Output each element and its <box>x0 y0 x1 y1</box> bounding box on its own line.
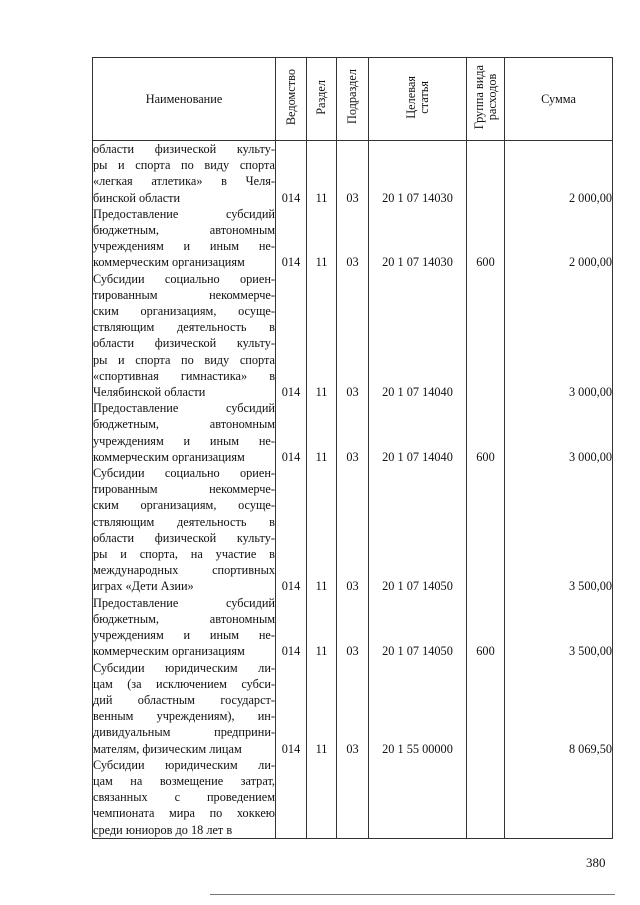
row-name-line: учреждениям и иным не- <box>93 628 275 643</box>
header-podrazdel-label: Подраздел <box>345 69 359 125</box>
row-podrazdel-cell: 03 <box>337 141 369 206</box>
row-gruppa-cell <box>467 271 505 401</box>
row-gruppa-cell <box>467 757 505 839</box>
row-razdel-cell: 11 <box>307 660 337 757</box>
row-vedomstvo-cell: 014 <box>276 465 307 595</box>
row-razdel-cell: 11 <box>307 465 337 595</box>
row-name-line: ры и спорта по виду спорта <box>93 158 275 173</box>
row-name-line: «спортивная гимнастика» в <box>93 368 275 383</box>
row-name-line: венным учреждениям), ин- <box>93 709 275 724</box>
row-podrazdel-cell: 03 <box>337 400 369 465</box>
row-vedomstvo-cell: 014 <box>276 271 307 401</box>
row-summa-cell <box>505 757 613 839</box>
row-name-line: коммерческим организациям <box>93 449 245 464</box>
header-summa-label: Сумма <box>541 91 576 106</box>
row-name-line: играх «Дети Азии» <box>93 579 194 594</box>
row-name-line: связанных с проведением <box>93 790 275 805</box>
table-row <box>93 595 613 660</box>
row-name-cell <box>93 595 276 660</box>
row-name-line: международных спортивных <box>93 563 275 578</box>
row-tselevaya-cell <box>369 757 467 839</box>
row-razdel-cell: 11 <box>307 141 337 206</box>
header-podrazdel <box>337 58 369 141</box>
row-name-line: ским организациям, осуще- <box>93 498 275 513</box>
row-gruppa-cell: 600 <box>467 206 505 271</box>
row-name-line: Предоставление субсидий <box>93 595 275 610</box>
row-name-cell <box>93 271 276 401</box>
table-row <box>93 660 613 757</box>
row-name-line: коммерческим организациям <box>93 644 245 659</box>
row-podrazdel-cell: 03 <box>337 271 369 401</box>
row-name-line: цам (за исключением субси- <box>93 676 275 691</box>
row-name-line: чемпионата мира по хоккею <box>93 806 275 821</box>
header-gruppa-label: Группа вида расходов <box>471 64 499 130</box>
row-name-cell <box>93 206 276 271</box>
row-name-cell <box>93 400 276 465</box>
row-name-line: Челябинской области <box>93 385 206 400</box>
table-row <box>93 465 613 595</box>
row-summa-cell: 8 069,50 <box>505 660 613 757</box>
header-tselevaya <box>369 58 467 141</box>
row-name-line: «легкая атлетика» в Челя- <box>93 174 275 189</box>
row-summa-cell: 3 000,00 <box>505 400 613 465</box>
row-name-line: бинской области <box>93 190 181 205</box>
row-name-line: дивидуальным предприни- <box>93 725 275 740</box>
row-vedomstvo-cell: 014 <box>276 141 307 206</box>
row-name-line: тированным некоммерче- <box>93 482 275 497</box>
header-vedomstvo-label: Ведомство <box>283 68 298 125</box>
table-body <box>93 141 613 839</box>
row-tselevaya-cell: 20 1 07 14050 <box>369 465 467 595</box>
row-name-line: цам на возмещение затрат, <box>93 773 275 788</box>
table-row <box>93 400 613 465</box>
row-name-cell <box>93 757 276 839</box>
row-summa-cell: 3 500,00 <box>505 465 613 595</box>
budget-table <box>92 57 613 839</box>
row-summa-cell: 3 500,00 <box>505 595 613 660</box>
row-name-line: Предоставление субсидий <box>93 401 275 416</box>
row-vedomstvo-cell <box>276 757 307 839</box>
row-name-line: тированным некоммерче- <box>93 287 275 302</box>
header-gruppa <box>467 58 505 141</box>
row-podrazdel-cell: 03 <box>337 660 369 757</box>
row-name-cell <box>93 141 276 206</box>
header-tselevaya-label: Целевая статья <box>403 75 431 119</box>
table-row <box>93 271 613 401</box>
row-name-line: ры и спорта по виду спорта <box>93 352 275 367</box>
row-tselevaya-cell: 20 1 07 14030 <box>369 141 467 206</box>
table-row <box>93 141 613 206</box>
row-tselevaya-cell: 20 1 07 14050 <box>369 595 467 660</box>
header-summa <box>505 58 613 141</box>
row-name-line: Субсидии социально ориен- <box>93 466 275 481</box>
row-name-line: Субсидии социально ориен- <box>93 271 275 286</box>
row-name-line: коммерческим организациям <box>93 255 245 270</box>
header-name <box>93 58 276 141</box>
header-razdel-label: Раздел <box>314 79 328 115</box>
footer-divider <box>210 894 615 895</box>
row-podrazdel-cell: 03 <box>337 206 369 271</box>
row-name-line: среди юниоров до 18 лет в <box>93 822 233 837</box>
row-podrazdel-cell: 03 <box>337 465 369 595</box>
row-vedomstvo-cell: 014 <box>276 660 307 757</box>
row-razdel-cell: 11 <box>307 271 337 401</box>
row-name-line: Предоставление субсидий <box>93 206 275 221</box>
header-name-label: Наименование <box>145 91 223 106</box>
row-name-line: бюджетным, автономным <box>93 223 275 238</box>
row-razdel-cell: 11 <box>307 595 337 660</box>
row-name-line: области физической культу- <box>93 142 275 156</box>
header-razdel <box>307 58 337 141</box>
row-name-line: учреждениям и иным не- <box>93 239 275 254</box>
row-vedomstvo-cell: 014 <box>276 400 307 465</box>
row-razdel-cell: 11 <box>307 400 337 465</box>
row-vedomstvo-cell: 014 <box>276 206 307 271</box>
row-tselevaya-cell: 20 1 07 14040 <box>369 400 467 465</box>
row-name-line: учреждениям и иным не- <box>93 433 275 448</box>
row-podrazdel-cell: 03 <box>337 595 369 660</box>
table-row <box>93 757 613 839</box>
table-row <box>93 206 613 271</box>
row-tselevaya-cell: 20 1 55 00000 <box>369 660 467 757</box>
row-name-line: дий областным государст- <box>93 692 275 707</box>
row-name-line: области физической культу- <box>93 336 275 351</box>
row-podrazdel-cell <box>337 757 369 839</box>
row-gruppa-cell <box>467 141 505 206</box>
row-name-line: ры и спорта, на участие в <box>93 547 275 562</box>
row-summa-cell: 3 000,00 <box>505 271 613 401</box>
row-gruppa-cell: 600 <box>467 400 505 465</box>
row-vedomstvo-cell: 014 <box>276 595 307 660</box>
row-name-cell <box>93 465 276 595</box>
header-vedomstvo <box>276 58 307 141</box>
row-name-line: бюджетным, автономным <box>93 417 275 432</box>
row-tselevaya-cell: 20 1 07 14040 <box>369 271 467 401</box>
row-name-line: Субсидии юридическим ли- <box>93 757 275 772</box>
table-header-row <box>93 58 613 141</box>
row-gruppa-cell <box>467 660 505 757</box>
row-name-cell <box>93 660 276 757</box>
row-name-line: области физической культу- <box>93 530 275 545</box>
row-razdel-cell: 11 <box>307 206 337 271</box>
row-gruppa-cell <box>467 465 505 595</box>
row-gruppa-cell: 600 <box>467 595 505 660</box>
row-name-line: ствляющим деятельность в <box>93 514 275 529</box>
row-name-line: Субсидии юридическим ли- <box>93 660 275 675</box>
row-name-line: ствляющим деятельность в <box>93 320 275 335</box>
row-tselevaya-cell: 20 1 07 14030 <box>369 206 467 271</box>
row-summa-cell: 2 000,00 <box>505 206 613 271</box>
row-name-line: бюджетным, автономным <box>93 611 275 626</box>
row-name-line: мателям, физическим лицам <box>93 741 242 756</box>
row-summa-cell: 2 000,00 <box>505 141 613 206</box>
page-number: 380 <box>586 855 606 870</box>
row-name-line: ским организациям, осуще- <box>93 304 275 319</box>
row-razdel-cell <box>307 757 337 839</box>
